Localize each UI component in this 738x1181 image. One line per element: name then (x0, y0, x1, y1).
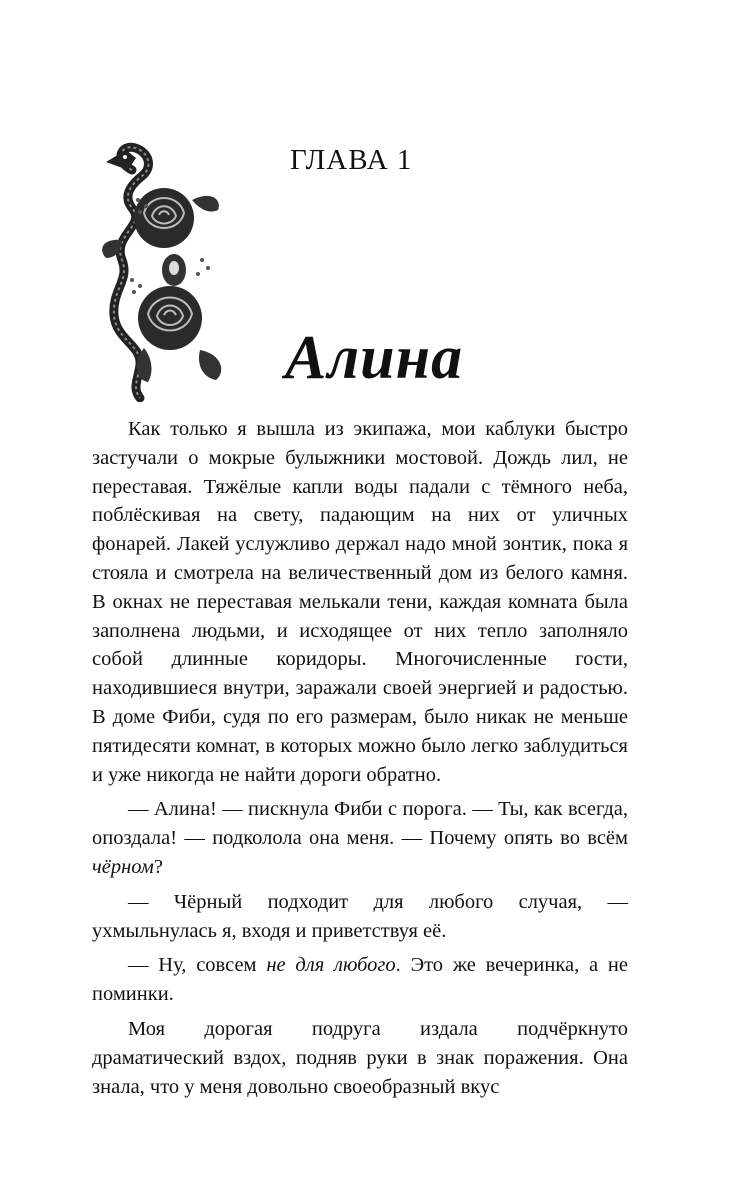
text-segment: — Чёрный подходит для любого случая, — ухмыльнулась я, входя и приветствуя её. (92, 890, 628, 942)
chapter-number: ГЛАВА 1 (290, 144, 413, 176)
text-segment: — Ну, совсем (128, 954, 267, 977)
chapter-title: Алина (285, 324, 464, 392)
italic-segment: не для любого (266, 954, 396, 977)
snake-and-roses-icon (92, 140, 230, 402)
paragraph (92, 415, 628, 789)
text-segment: Моя дорогая подруга издала подчёркнуто драматический вздох, подняв руки в знак поражения. Она знала, что у меня довольно своеобразный вкус (92, 1017, 628, 1098)
paragraph (92, 951, 628, 1009)
text-segment: — Алина! — пискнула Фиби с порога. — Ты, как всегда, опоздала! — подколола она меня. — Почему опять во всём (92, 798, 628, 850)
paragraph (92, 888, 628, 946)
text-segment: . Это же вечеринка, а не поминки. (92, 954, 628, 1006)
text-segment: Как только я вышла из экипажа, мои каблуки быстро застучали о мокрые булыжники мостовой. Дождь лил, не переставая. Тяжёлые капли воды падали с тёмного неба, поблёскивая на свету, падающим на них от уличных фонарей. Лакей услужливо держал надо мной зонтик, пока я стояла и смотрела на величественный дом из белого камня. В окнах не переставая мелькали тени, каждая комната была заполнена людьми, и исходящее от них тепло заполняло собой длинные коридоры. Многочисленные гости, находившиеся внутри, заражали своей энергией и радостью. В доме Фиби, судя по его размерам, было никак не меньше пятидесяти комнат, в которых можно было легко заблудиться и уже никогда не найти дороги обратно. (92, 418, 628, 786)
chapter-body (92, 415, 628, 1101)
paragraph (92, 795, 628, 881)
paragraph (92, 1015, 628, 1101)
text-segment: ? (153, 855, 163, 878)
italic-segment: чёрном (92, 855, 154, 878)
